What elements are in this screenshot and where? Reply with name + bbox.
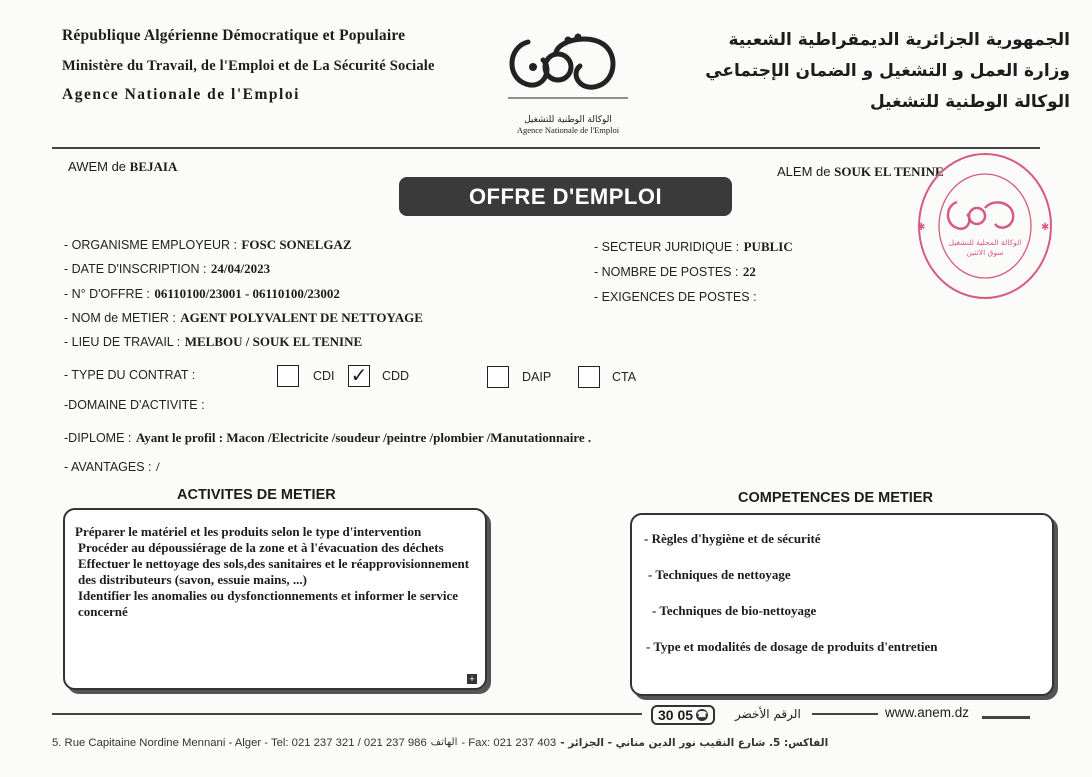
competence-item: - Techniques de bio-nettoyage xyxy=(652,603,817,618)
awem-label: AWEM de xyxy=(68,159,127,174)
footer-rule-mid xyxy=(812,713,878,715)
field-date xyxy=(64,260,270,278)
field-domaine-label: -DOMAINE D'ACTIVITE : xyxy=(64,398,205,412)
logo-caption-fr: Agence Nationale de l'Emploi xyxy=(516,125,620,135)
checkbox-daip[interactable] xyxy=(487,366,509,388)
header-fr-line3: Agence Nationale de l'Emploi xyxy=(62,86,300,103)
footer-rule-left xyxy=(52,713,642,715)
field-postes-label: - NOMBRE DE POSTES : xyxy=(594,265,739,279)
field-avantages-value: / xyxy=(155,459,160,474)
field-metier xyxy=(64,309,423,327)
checkbox-cta-label: CTA xyxy=(612,370,637,384)
field-offre-label: - N° D'OFFRE : xyxy=(64,287,150,301)
logo-caption-ar: الوكالة الوطنية للتشغيل xyxy=(524,115,612,125)
checkbox-cdi[interactable] xyxy=(277,365,299,387)
field-secteur xyxy=(594,238,793,256)
field-postes xyxy=(594,263,756,281)
anem-logo xyxy=(498,22,638,142)
checkbox-cta[interactable] xyxy=(578,366,600,388)
official-stamp xyxy=(915,150,1055,302)
field-contrat-label: - TYPE DU CONTRAT : xyxy=(64,368,196,382)
competences-box xyxy=(630,513,1054,696)
field-offre-value: 06110100/23001 - 06110100/23002 xyxy=(154,286,340,301)
alem-value: SOUK EL TENINE xyxy=(834,164,944,179)
checkbox-cdd[interactable] xyxy=(348,365,370,387)
awem-value: BEJAIA xyxy=(129,159,178,174)
footer-address xyxy=(52,737,828,749)
address-fax: - Fax: 021 237 403 xyxy=(461,737,557,749)
field-exigences xyxy=(594,288,757,306)
stamp-center-line2: سوق الاثنين xyxy=(966,248,1004,257)
field-offre xyxy=(64,285,340,303)
check-mark-icon: ✓ xyxy=(350,365,368,387)
activite-item: Identifier les anomalies ou dysfonctionnements et informer le service concerné xyxy=(78,588,459,619)
alem-label: ALEM de xyxy=(777,164,831,179)
svg-text:✱: ✱ xyxy=(917,222,926,233)
activites-title: ACTIVITES DE METIER xyxy=(177,487,336,503)
activite-item: Procéder au dépoussiérage de la zone et à l'évacuation des déchets xyxy=(78,540,444,555)
field-organisme-label: - ORGANISME EMPLOYEUR : xyxy=(64,238,237,252)
competence-item: - Techniques de nettoyage xyxy=(648,567,791,582)
header-fr-line1: République Algérienne Démocratique et Populaire xyxy=(62,27,406,44)
svg-text:✱: ✱ xyxy=(1041,222,1050,233)
field-secteur-label: - SECTEUR JURIDIQUE : xyxy=(594,240,740,254)
field-diplome-value: Ayant le profil : Macon /Electricite /soudeur /peintre /plombier /Manutationnaire . xyxy=(135,430,592,445)
header-ar-line1: الجمهورية الجزائرية الديمقراطية الشعبية xyxy=(728,30,1070,50)
stamp-center-text xyxy=(947,238,1023,258)
checkbox-cdd-label: CDD xyxy=(382,369,410,383)
green-number-badge xyxy=(651,705,715,725)
checkbox-cdi-label: CDI xyxy=(313,369,335,383)
activite-item: Préparer le matériel et les produits selon le type d'intervention xyxy=(75,524,422,539)
address-fr: 5. Rue Capitaine Nordine Mennani - Alger - Tel: 021 237 321 / 021 237 986 xyxy=(52,737,427,749)
field-avantages-label: - AVANTAGES : xyxy=(64,460,152,474)
field-diplome xyxy=(64,429,591,447)
field-date-label: - DATE D'INSCRIPTION : xyxy=(64,262,207,276)
footer-rule-right xyxy=(982,716,1030,719)
field-metier-value: AGENT POLYVALENT DE NETTOYAGE xyxy=(180,310,423,325)
field-exigences-label: - EXIGENCES DE POSTES : xyxy=(594,290,757,304)
awem-line xyxy=(68,159,177,175)
green-number-label: الرقم الأخضر xyxy=(735,707,801,721)
address-phone-ar: الهاتف xyxy=(430,737,458,748)
green-number: 30 05 xyxy=(658,707,694,723)
field-lieu-label: - LIEU DE TRAVAIL : xyxy=(64,335,181,349)
field-organisme-value: FOSC SONELGAZ xyxy=(241,237,352,252)
address-ar: الفاكس: 5. شارع النقيب نور الدين مناني - الجزائر - xyxy=(560,737,829,749)
field-lieu-value: MELBOU / SOUK EL TENINE xyxy=(184,334,363,349)
field-diplome-label: -DIPLOME : xyxy=(64,431,132,445)
stamp-center-line1: الوكالة المحلية للتشغيل xyxy=(948,238,1022,247)
header-fr-line2: Ministère du Travail, de l'Emploi et de La Sécurité Sociale xyxy=(62,58,435,74)
header-ar-line3: الوكالة الوطنية للتشغيل xyxy=(869,92,1070,112)
activites-box xyxy=(63,508,487,690)
competences-title: COMPETENCES DE METIER xyxy=(738,490,933,506)
header-divider xyxy=(52,147,1040,149)
phone-icon: ☎ xyxy=(697,710,708,719)
header-ar-line2: وزارة العمل و التشغيل و الضمان الإجتماعي xyxy=(705,61,1070,81)
field-postes-value: 22 xyxy=(742,264,756,279)
field-organisme xyxy=(64,236,352,254)
expand-icon[interactable]: + xyxy=(467,674,477,684)
stamp-icon xyxy=(915,150,1055,302)
competence-item: - Type et modalités de dosage de produits d'entretien xyxy=(646,639,938,654)
page-title: OFFRE D'EMPLOI xyxy=(399,177,732,216)
checkbox-daip-label: DAIP xyxy=(522,370,552,384)
competence-item: - Règles d'hygiène et de sécurité xyxy=(644,531,821,546)
field-avantages xyxy=(64,458,160,476)
website-link[interactable]: www.anem.dz xyxy=(885,705,970,720)
field-secteur-value: PUBLIC xyxy=(743,239,793,254)
field-lieu xyxy=(64,333,362,351)
activite-item: Effectuer le nettoyage des sols,des sanitaires et le réapprovisionnement des distributeurs (savon, essuie mains, ...) xyxy=(78,556,470,587)
anem-logo-icon xyxy=(498,22,638,102)
field-metier-label: - NOM de METIER : xyxy=(64,311,176,325)
field-date-value: 24/04/2023 xyxy=(210,261,271,276)
